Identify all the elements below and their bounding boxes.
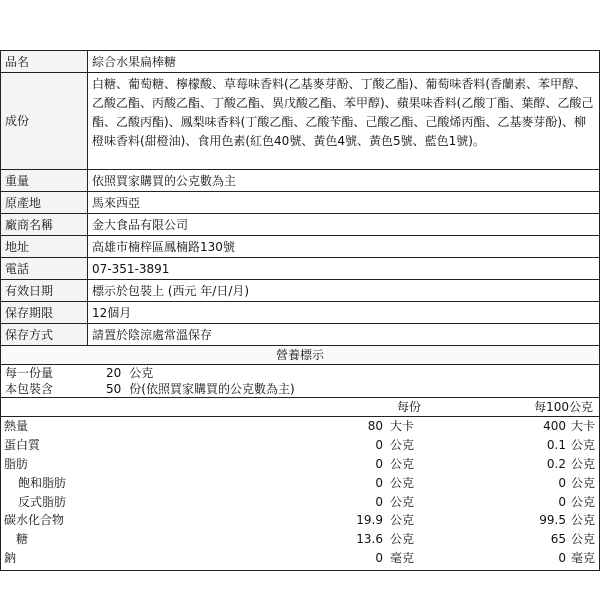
nutrient-row-fat bbox=[1, 455, 599, 474]
per-serving-value: 80 bbox=[367, 419, 383, 433]
info-key: 廠商名稱 bbox=[1, 214, 88, 236]
per-100g-value: 0.2 bbox=[546, 456, 566, 471]
nutrition-rows bbox=[1, 417, 599, 568]
info-row-name bbox=[1, 51, 599, 73]
per-serving-value: 13.6 bbox=[356, 532, 383, 547]
nutrient-name: 糖 bbox=[16, 532, 29, 547]
nutrition-column-header bbox=[1, 397, 599, 417]
per-serving-header: 每份 bbox=[396, 400, 421, 414]
per-serving-unit: 公克 bbox=[390, 494, 415, 509]
per-100g-unit: 公克 bbox=[571, 475, 596, 490]
info-row-address bbox=[1, 236, 599, 258]
serving-size-number: 20 bbox=[106, 366, 122, 380]
info-key: 保存方式 bbox=[1, 324, 88, 346]
nutrient-name: 蛋白質 bbox=[4, 437, 41, 452]
per-serving-value: 0 bbox=[375, 494, 383, 509]
nutrient-name: 熱量 bbox=[4, 419, 29, 433]
per-serving-value: 0 bbox=[375, 437, 383, 452]
per-serving-value: 0 bbox=[375, 551, 383, 566]
per-100g-unit: 公克 bbox=[571, 513, 596, 528]
per-serving-unit: 大卡 bbox=[390, 419, 415, 433]
nutrient-row-sugar bbox=[1, 530, 599, 549]
serving-size-value bbox=[106, 365, 153, 381]
info-key: 電話 bbox=[1, 258, 88, 280]
info-value: 07-351-3891 bbox=[88, 258, 600, 280]
nutrient-name: 飽和脂肪 bbox=[18, 475, 67, 490]
servings-per-package-row bbox=[1, 381, 599, 397]
info-value: 白糖、葡萄糖、檸檬酸、草莓味香料(乙基麥芽酚、丁酸乙酯)、葡萄味香料(香蘭素、苯甲醇、乙酸乙酯、丙酸乙酯、丁酸乙酯、異戊酸乙酯、苯甲醇)、蘋果味香料(乙酸丁酯、葉醇、乙酸己酯、乙酸丙酯)、鳳梨味香料(丁酸乙酯、乙酸苄酯、己酸乙酯、己酸烯丙酯、乙基麥芽酚)、柳橙味香料(甜橙油)、食用色素(紅色40號、黃色4號、黃色5號、藍色1號)。 bbox=[88, 73, 600, 170]
info-key: 地址 bbox=[1, 236, 88, 258]
info-key: 保存期限 bbox=[1, 302, 88, 324]
per-serving-value: 0 bbox=[375, 456, 383, 471]
nutrient-row-energy bbox=[1, 417, 599, 436]
per-serving-unit: 公克 bbox=[390, 532, 415, 547]
info-row-shelf-life bbox=[1, 302, 599, 324]
per-100g-unit: 公克 bbox=[571, 532, 596, 547]
info-row-origin bbox=[1, 192, 599, 214]
per-100g-value: 400 bbox=[543, 419, 566, 433]
nutrient-name: 反式脂肪 bbox=[18, 494, 67, 509]
servings-value bbox=[106, 381, 295, 397]
nutrient-name: 鈉 bbox=[4, 551, 17, 566]
info-row-storage bbox=[1, 324, 599, 346]
per-100g-unit: 大卡 bbox=[571, 419, 596, 433]
info-value: 標示於包裝上 (西元 年/日/月) bbox=[88, 280, 600, 302]
servings-unit: 份(依照買家購買的公克數為主) bbox=[129, 382, 295, 396]
info-row-weight bbox=[1, 170, 599, 192]
nutrient-row-saturated-fat bbox=[1, 474, 599, 493]
servings-number: 50 bbox=[106, 382, 122, 396]
info-value: 依照買家購買的公克數為主 bbox=[88, 170, 600, 192]
per-100g-value: 0 bbox=[558, 475, 566, 490]
info-value: 馬來西亞 bbox=[88, 192, 600, 214]
info-row-ingredients bbox=[1, 73, 599, 170]
per-serving-unit: 公克 bbox=[390, 475, 415, 490]
per-serving-value: 19.9 bbox=[356, 513, 383, 528]
per-100g-value: 0.1 bbox=[546, 437, 566, 452]
nutrient-row-protein bbox=[1, 436, 599, 455]
info-value: 高雄市楠梓區鳳楠路130號 bbox=[88, 236, 600, 258]
info-key: 有效日期 bbox=[1, 280, 88, 302]
info-key: 重量 bbox=[1, 170, 88, 192]
nutrient-row-carbohydrate bbox=[1, 511, 599, 530]
product-label bbox=[0, 50, 600, 571]
per-serving-unit: 公克 bbox=[390, 437, 415, 452]
info-value: 12個月 bbox=[88, 302, 600, 324]
nutrient-row-sodium bbox=[1, 549, 599, 568]
serving-size-label: 每一份量 bbox=[5, 366, 54, 380]
info-row-maker bbox=[1, 214, 599, 236]
product-info-table bbox=[1, 51, 599, 346]
per-100g-value: 99.5 bbox=[539, 513, 566, 528]
info-value: 請置於陰涼處常溫保存 bbox=[88, 324, 600, 346]
per-serving-unit: 毫克 bbox=[390, 551, 415, 566]
info-key: 品名 bbox=[1, 51, 88, 73]
per-serving-unit: 公克 bbox=[390, 456, 415, 471]
info-row-expiry bbox=[1, 280, 599, 302]
per-100g-value: 0 bbox=[558, 551, 566, 566]
per-100g-unit: 公克 bbox=[571, 437, 596, 452]
nutrition-title: 營養標示 bbox=[1, 346, 599, 365]
per-100g-value: 65 bbox=[550, 532, 566, 547]
nutrient-row-trans-fat bbox=[1, 493, 599, 512]
per-100g-value: 0 bbox=[558, 494, 566, 509]
nutrient-name: 碳水化合物 bbox=[4, 513, 65, 528]
serving-size-row bbox=[1, 365, 599, 381]
per-100g-unit: 公克 bbox=[571, 494, 596, 509]
info-value: 綜合水果扁棒糖 bbox=[88, 51, 600, 73]
per-serving-unit: 公克 bbox=[390, 513, 415, 528]
per-100g-unit: 公克 bbox=[571, 456, 596, 471]
nutrient-name: 脂肪 bbox=[4, 456, 29, 471]
per-100g-unit: 毫克 bbox=[571, 551, 596, 566]
info-key: 成份 bbox=[1, 73, 88, 170]
serving-size-unit: 公克 bbox=[129, 366, 154, 380]
per-100g-header: 每100公克 bbox=[534, 400, 593, 414]
info-value: 金大食品有限公司 bbox=[88, 214, 600, 236]
servings-label: 本包裝含 bbox=[5, 382, 54, 396]
per-serving-value: 0 bbox=[375, 475, 383, 490]
info-row-phone bbox=[1, 258, 599, 280]
info-key: 原產地 bbox=[1, 192, 88, 214]
